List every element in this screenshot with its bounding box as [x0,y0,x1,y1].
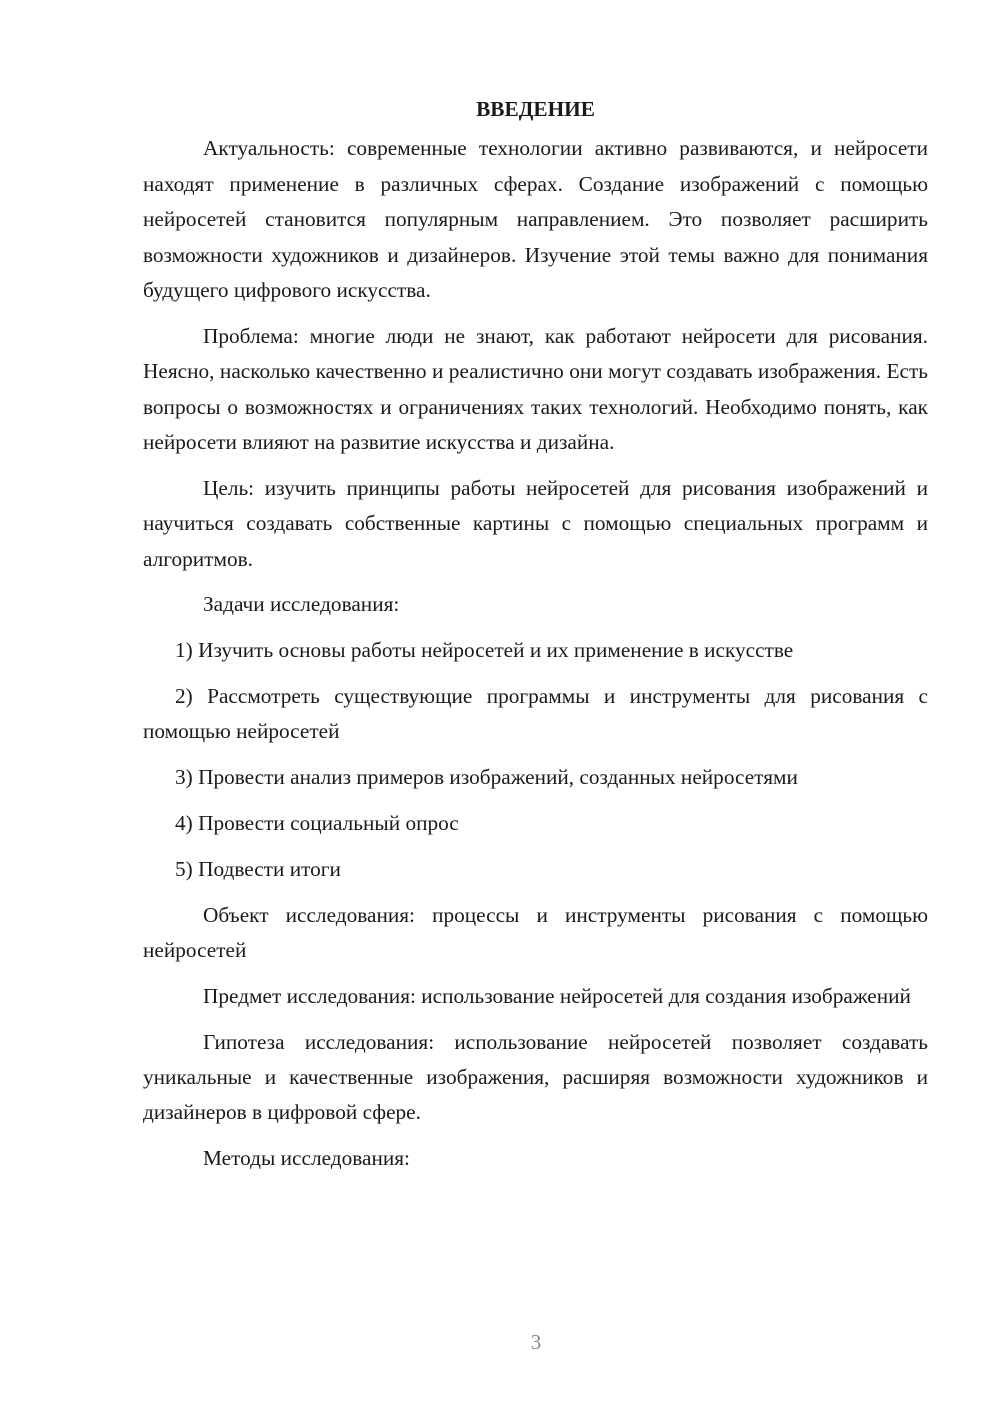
task-item-4: 4) Провести социальный опрос [175,811,459,836]
paragraph-tasks-heading: Задачи исследования: [203,592,400,617]
task-item-5: 5) Подвести итоги [175,856,341,881]
paragraph-object: Объект исследования: процессы и инструменты рисования с помощью нейросетей [143,902,928,963]
paragraph-methods: Методы исследования: [203,1146,410,1171]
paragraph-goal: Цель: изучить принципы работы нейросетей для рисования изображений и научиться создавать собственные картины с помощью специальных программ и алгоритмов. [143,475,928,571]
task-item-3: 3) Провести анализ примеров изображений, созданных нейросетями [175,765,798,790]
section-title: ВВЕДЕНИЕ [476,97,595,121]
paragraph-relevance: Актуальность: современные технологии активно развиваются, и нейросети находят применение в различных сферах. Создание изображений с помощью нейросетей становится популярным направлением. Это позволяет расширить возможности художников и дизайнеров. Изучение этой темы важно для понимания будущего цифрового искусства. [143,136,928,303]
document-page [143,92,928,1187]
paragraph-subject: Предмет исследования: использование нейросетей для создания изображений [203,983,911,1008]
paragraph-problem: Проблема: многие люди не знают, как работают нейросети для рисования. Неясно, насколько качественно и реалистично они могут создавать изображения. Есть вопросы о возможностях и ограничениях таких технологий. Необходимо понять, как нейросети влияют на развитие искусства и дизайна. [143,323,928,455]
page-number: 3 [530,1330,542,1354]
task-item-2: 2) Рассмотреть существующие программы и инструменты для рисования с помощью нейросетей [143,684,928,744]
task-item-1: 1) Изучить основы работы нейросетей и их применение в искусстве [175,638,794,663]
paragraph-hypothesis: Гипотеза исследования: использование нейросетей позволяет создавать уникальные и качественные изображения, расширяя возможности художников и дизайнеров в цифровой сфере. [143,1029,928,1125]
